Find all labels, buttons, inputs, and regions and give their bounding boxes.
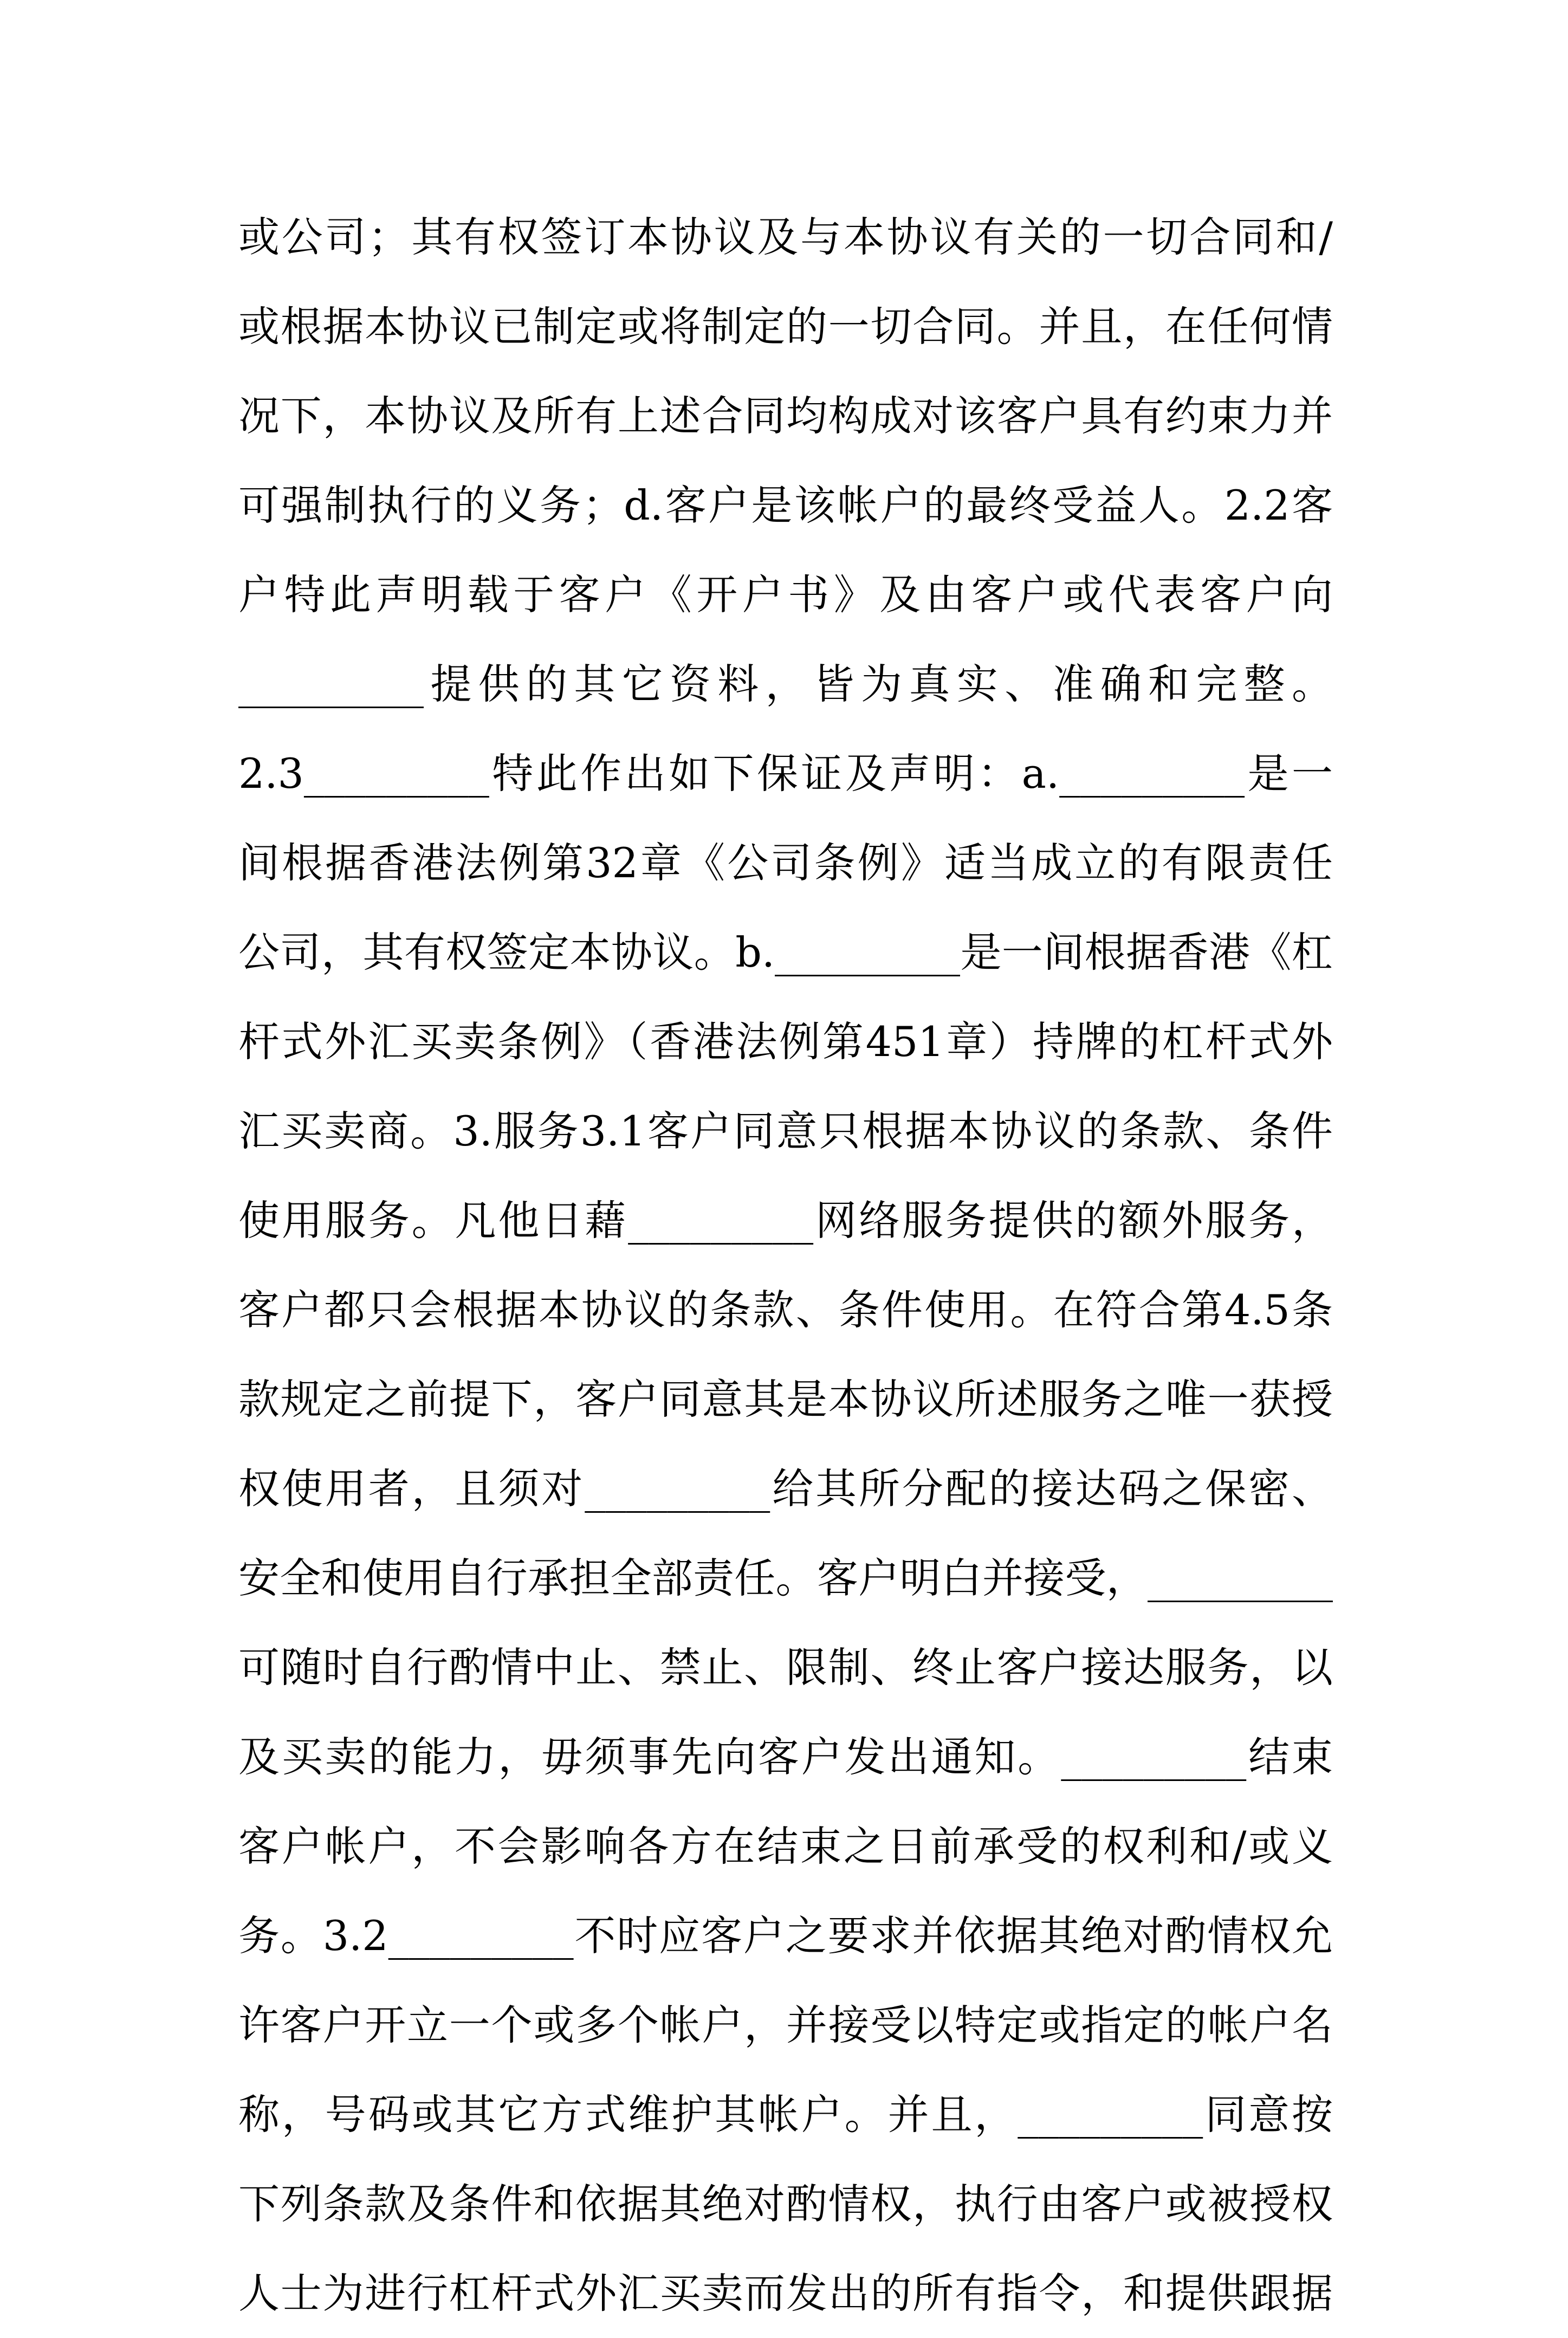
text-line: 及买卖的能力，毋须事先向客户发出通知。_________结束 — [238, 1733, 1333, 1781]
text-line: 许客户开立一个或多个帐户，并接受以特定或指定的帐户名 — [238, 2001, 1333, 2049]
text-line: 间根据香港法例第32章《公司条例》适当成立的有限责任 — [238, 839, 1333, 887]
text-line: 汇买卖商。3.服务3.1客户同意只根据本协议的条款、条件 — [238, 1107, 1333, 1155]
text-line: 款规定之前提下，客户同意其是本协议所述服务之唯一获授 — [238, 1375, 1333, 1423]
text-line: 2.3_________特此作出如下保证及声明：a._________是一 — [238, 749, 1333, 798]
text-line: 客户帐户，不会影响各方在结束之日前承受的权利和/或义 — [238, 1822, 1333, 1870]
text-line: 杆式外汇买卖条例》（香港法例第451章）持牌的杠杆式外 — [238, 1018, 1333, 1066]
text-line: 务。3.2_________不时应客户之要求并依据其绝对酌情权允 — [238, 1912, 1333, 1960]
text-line: 使用服务。凡他日藉_________网络服务提供的额外服务， — [238, 1196, 1333, 1245]
text-line: 权使用者，且须对_________给其所分配的接达码之保密、 — [238, 1465, 1333, 1513]
text-line: 下列条款及条件和依据其绝对酌情权，执行由客户或被授权 — [238, 2180, 1333, 2228]
text-line: 况下，本协议及所有上述合同均构成对该客户具有约束力并 — [238, 392, 1333, 440]
text-line: 或公司；其有权签订本协议及与本协议有关的一切合同和/ — [238, 213, 1333, 261]
body-text — [238, 192, 1333, 2338]
text-line: 安全和使用自行承担全部责任。客户明白并接受，_________ — [238, 1554, 1333, 1602]
text-line: 公司，其有权签定本协议。b._________是一间根据香港《杠 — [238, 928, 1333, 976]
text-line: 可随时自行酌情中止、禁止、限制、终止客户接达服务，以 — [238, 1643, 1333, 1692]
text-line: 称，号码或其它方式维护其帐户。并且，_________同意按 — [238, 2090, 1333, 2139]
text-line: _________提供的其它资料，皆为真实、准确和完整。 — [238, 660, 1333, 708]
text-line: 或根据本协议已制定或将制定的一切合同。并且，在任何情 — [238, 302, 1333, 351]
text-line: 客户都只会根据本协议的条款、条件使用。在符合第4.5条 — [238, 1286, 1333, 1334]
text-line: 可强制执行的义务；d.客户是该帐户的最终受益人。2.2客 — [238, 481, 1333, 529]
text-line: 人士为进行杠杆式外汇买卖而发出的所有指令，和提供跟据 — [238, 2269, 1333, 2317]
text-line: 户特此声明载于客户《开户书》及由客户或代表客户向 — [238, 571, 1333, 619]
